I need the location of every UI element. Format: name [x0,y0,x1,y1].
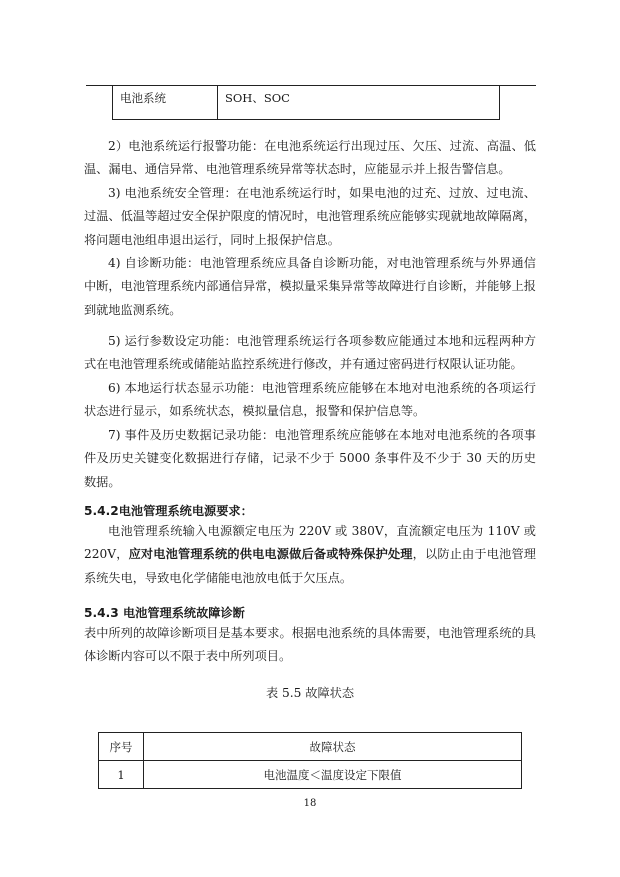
table-cell: 电池系统 [113,86,218,120]
power-text-bold: 应对电池管理系统的供电电源做后备或特殊保护处理 [128,547,413,562]
table-cell: SOH、SOC [218,86,500,120]
section-542-paragraph [84,520,536,590]
item-3: 3) 电池系统安全管理：在电池系统运行时，如果电池的过充、过放、过电流、过温、低温等超过安全保护限度的情况时，电池管理系统应能够实现就地故障隔离，将问题电池组串退出运行，同时上报保护信息。 [84,186,536,247]
section-543-paragraph: 表中所列的故障诊断项目是基本要求。根据电池系统的具体需要，电池管理系统的具体诊断内容可以不限于表中所列项目。 [84,626,536,664]
page-number: 18 [303,798,317,809]
table-row [113,86,500,120]
power-text-b: ，以防止由于电池管理系统失电，导致电化学储能电池放电低于欠压点。 [84,547,536,585]
item-6: 6) 本地运行状态显示功能：电池管理系统应能够在本地对电池系统的各项运行状态进行显示，如系统状态，模拟量信息，报警和保护信息等。 [84,381,536,419]
fault-table [98,732,522,789]
table-header-row [99,733,522,761]
table-cell: 电池温度＜温度设定下限值 [144,761,522,789]
item-5: 5) 运行参数设定功能：电池管理系统运行各项参数应能通过本地和远程两种方式在电池管理系统或储能站监控系统进行修改，并有通过密码进行权限认证功能。 [84,334,536,372]
section-heading-5-4-3: 5.4.3 电池管理系统故障诊断 [84,606,245,620]
item-7: 7) 事件及历史数据记录功能：电池管理系统应能够在本地对电池系统的各项事件及历史关键变化数据进行存储，记录不少于 5000 条事件及不少于 30 天的历史数据。 [84,428,536,489]
table-caption: 表 5.5 故障状态 [265,686,355,700]
header-cell-index: 序号 [99,733,144,761]
header-cell-fault: 故障状态 [144,733,522,761]
top-table [112,85,500,120]
table-row [99,761,522,789]
section-heading-5-4-2: 5.4.2电池管理系统电源要求： [84,504,253,518]
item-4: 4) 自诊断功能：电池管理系统应具备自诊断功能，对电池管理系统与外界通信中断，电池管理系统内部通信异常，模拟量采集异常等故障进行自诊断，并能够上报到就地监测系统。 [84,256,536,317]
table-cell: 1 [99,761,144,789]
power-text-a: 电池管理系统输入电源额定电压为 220V 或 380V，直流额定电压为 110V 或 220V， [84,524,536,562]
item-2: 2）电池系统运行报警功能：在电池系统运行出现过压、欠压、过流、高温、低温、漏电、通信异常、电池管理系统异常等状态时，应能显示并上报告警信息。 [84,139,536,177]
